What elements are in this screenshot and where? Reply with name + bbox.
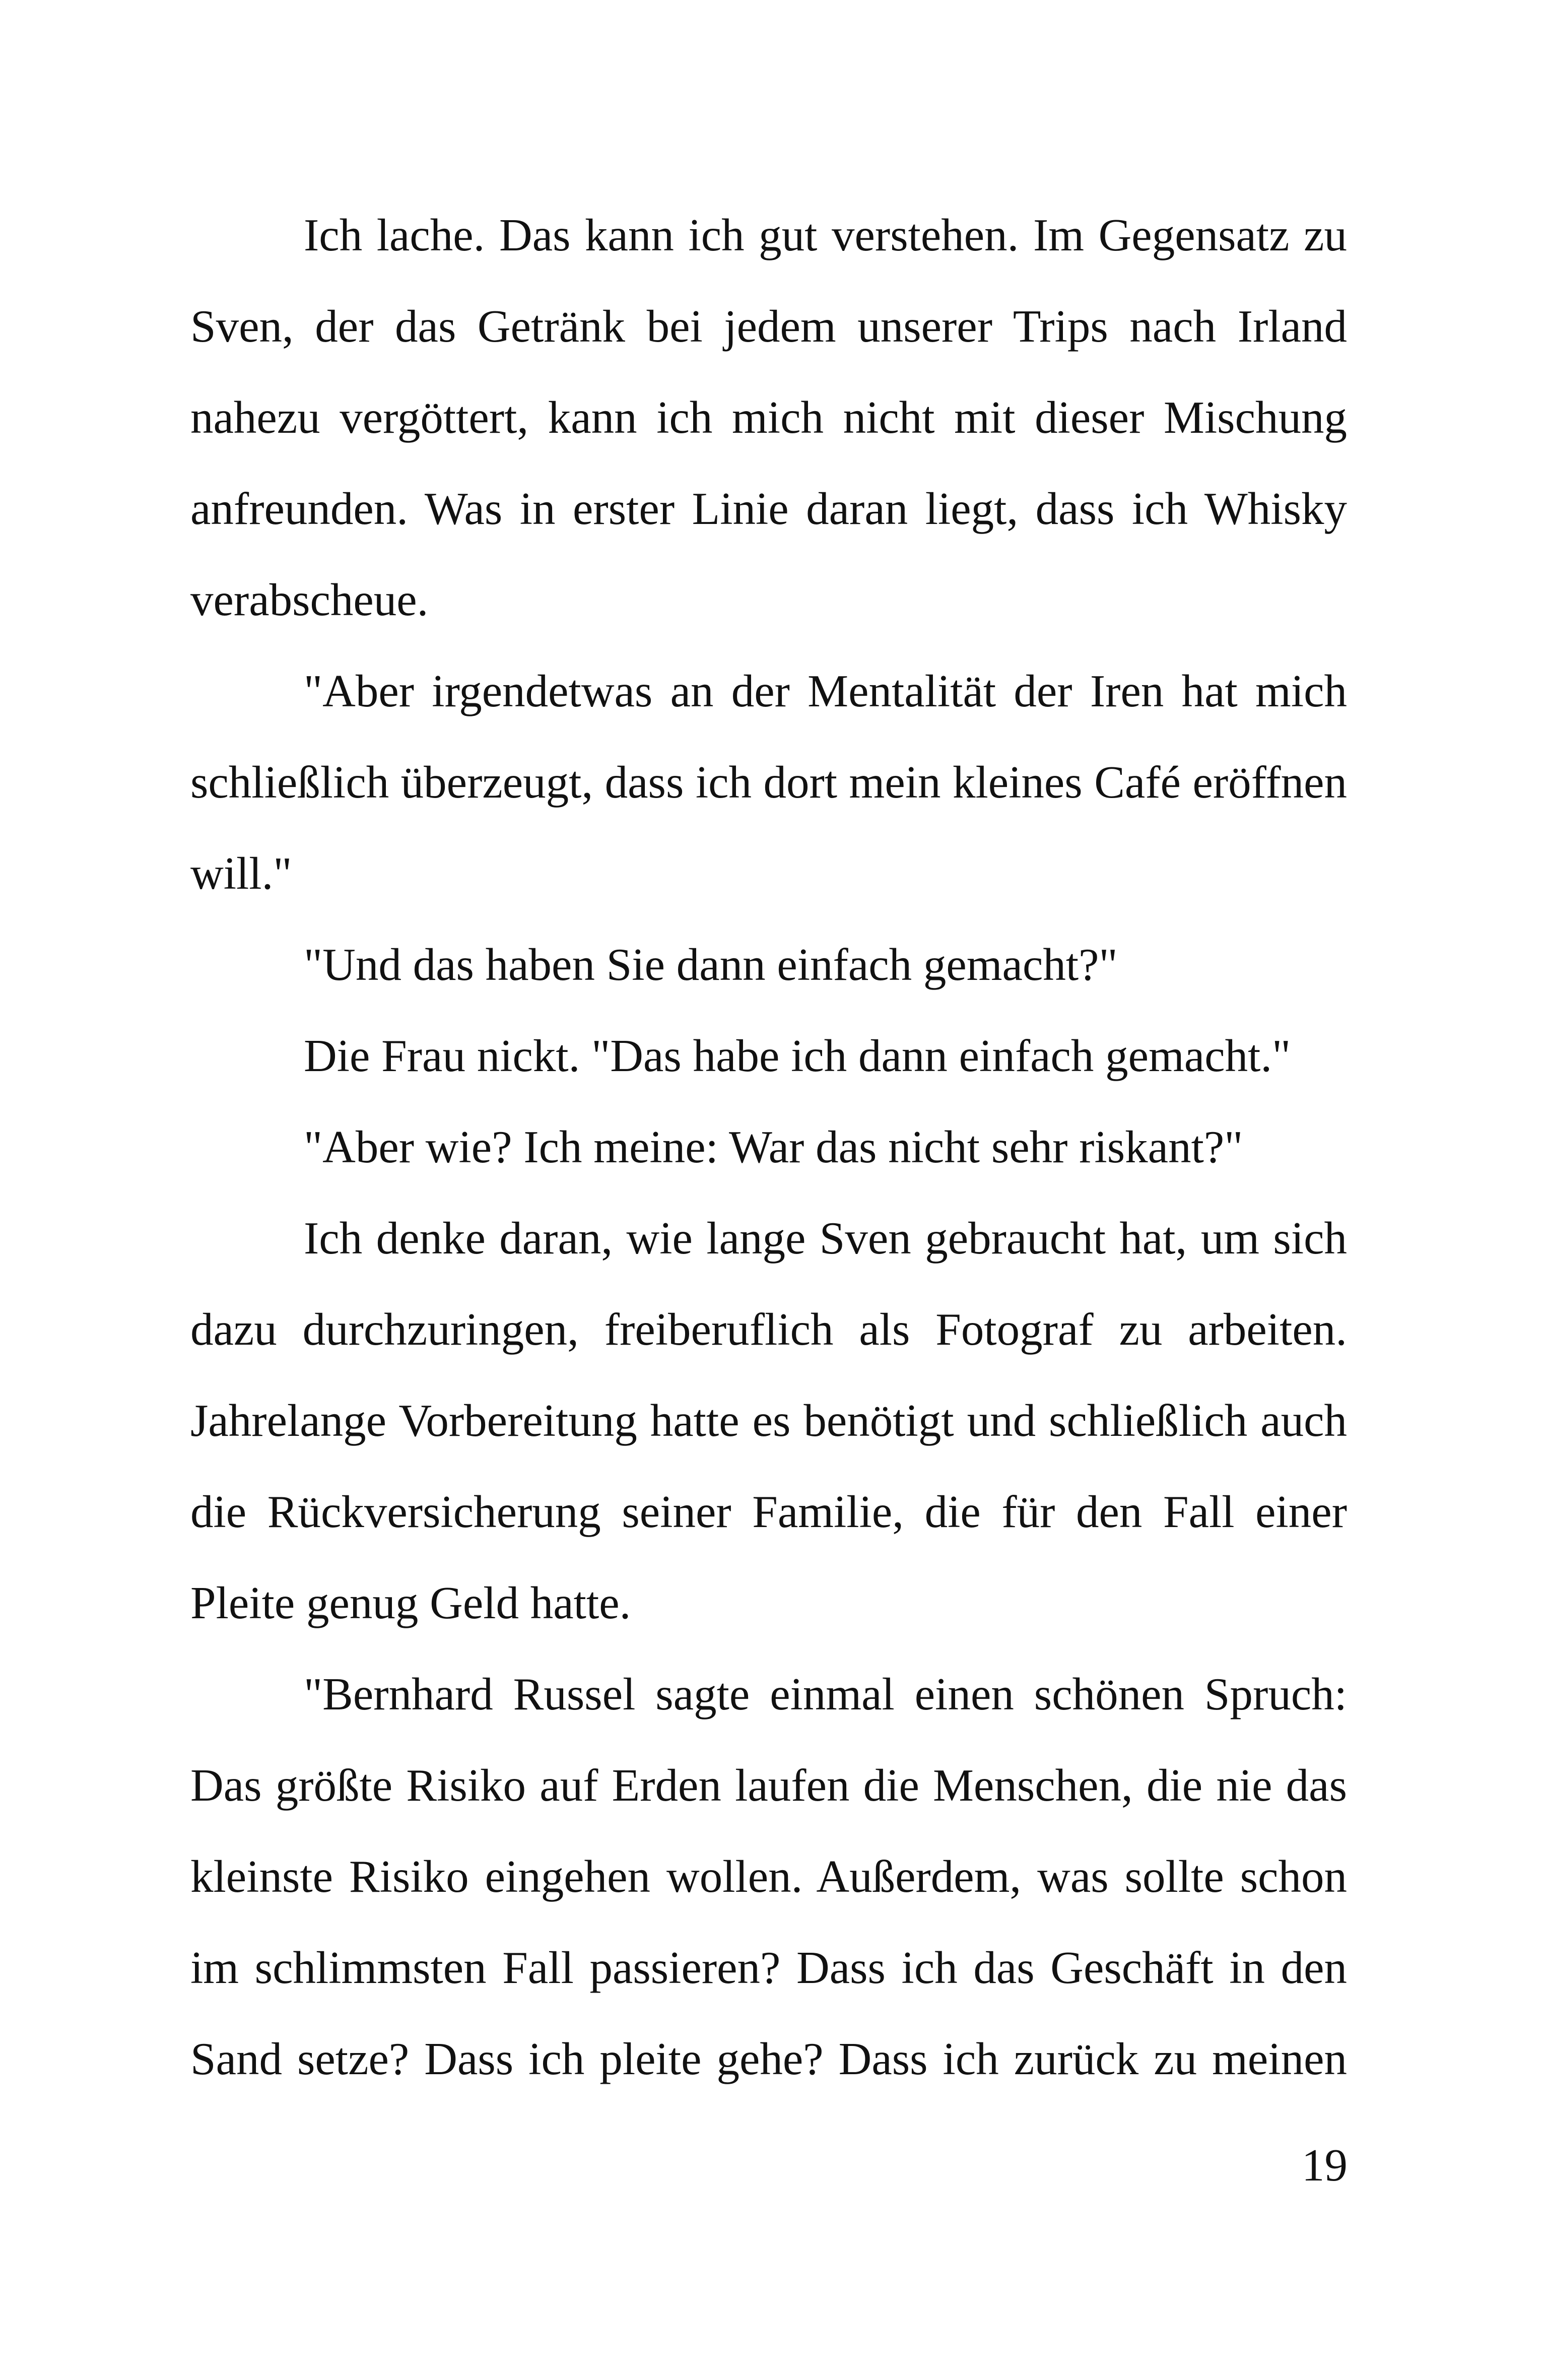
paragraph: Die Frau nickt. "Das habe ich dann einfach gemacht." [304, 1030, 1291, 1081]
paragraph: Ich denke daran, wie lange Sven gebraucht hat, um sich dazu durchzuringen, freiberuflich als Fotograf zu arbeiten. Jahrelange Vorbereitung hatte es benötigt und schließlich auch die Rückversicherung seiner Familie, die für den Fall einer Pleite genug Geld hatte. [190, 1213, 1347, 1628]
paragraph: "Bernhard Russel sagte einmal einen schönen Spruch: Das größte Risiko auf Erden laufen die Menschen, die nie das kleinste Risiko eingehen wollen. Außerdem, was sollte schon im schlimmsten Fall passieren? Dass ich das Geschäft in den Sand setze? Dass ich pleite gehe? Dass ich zurück zu meinen [190, 1669, 1347, 2084]
paragraph: "Und das haben Sie dann einfach gemacht?" [304, 939, 1118, 990]
page-number: 19 [1302, 2140, 1348, 2191]
body-text [190, 189, 1347, 2104]
paragraph: "Aber wie? Ich meine: War das nicht sehr riskant?" [304, 1121, 1243, 1172]
paragraph: "Aber irgendetwas an der Mentalität der Iren hat mich schließlich überzeugt, dass ich dort mein kleines Café eröffnen will." [190, 666, 1347, 899]
paragraph: Ich lache. Das kann ich gut verstehen. Im Gegensatz zu Sven, der das Getränk bei jedem unserer Trips nach Irland nahezu vergöttert, kann ich mich nicht mit dieser Mischung anfreunden. Was in erster Linie daran liegt, dass ich Whisky verabscheue. [190, 210, 1347, 625]
